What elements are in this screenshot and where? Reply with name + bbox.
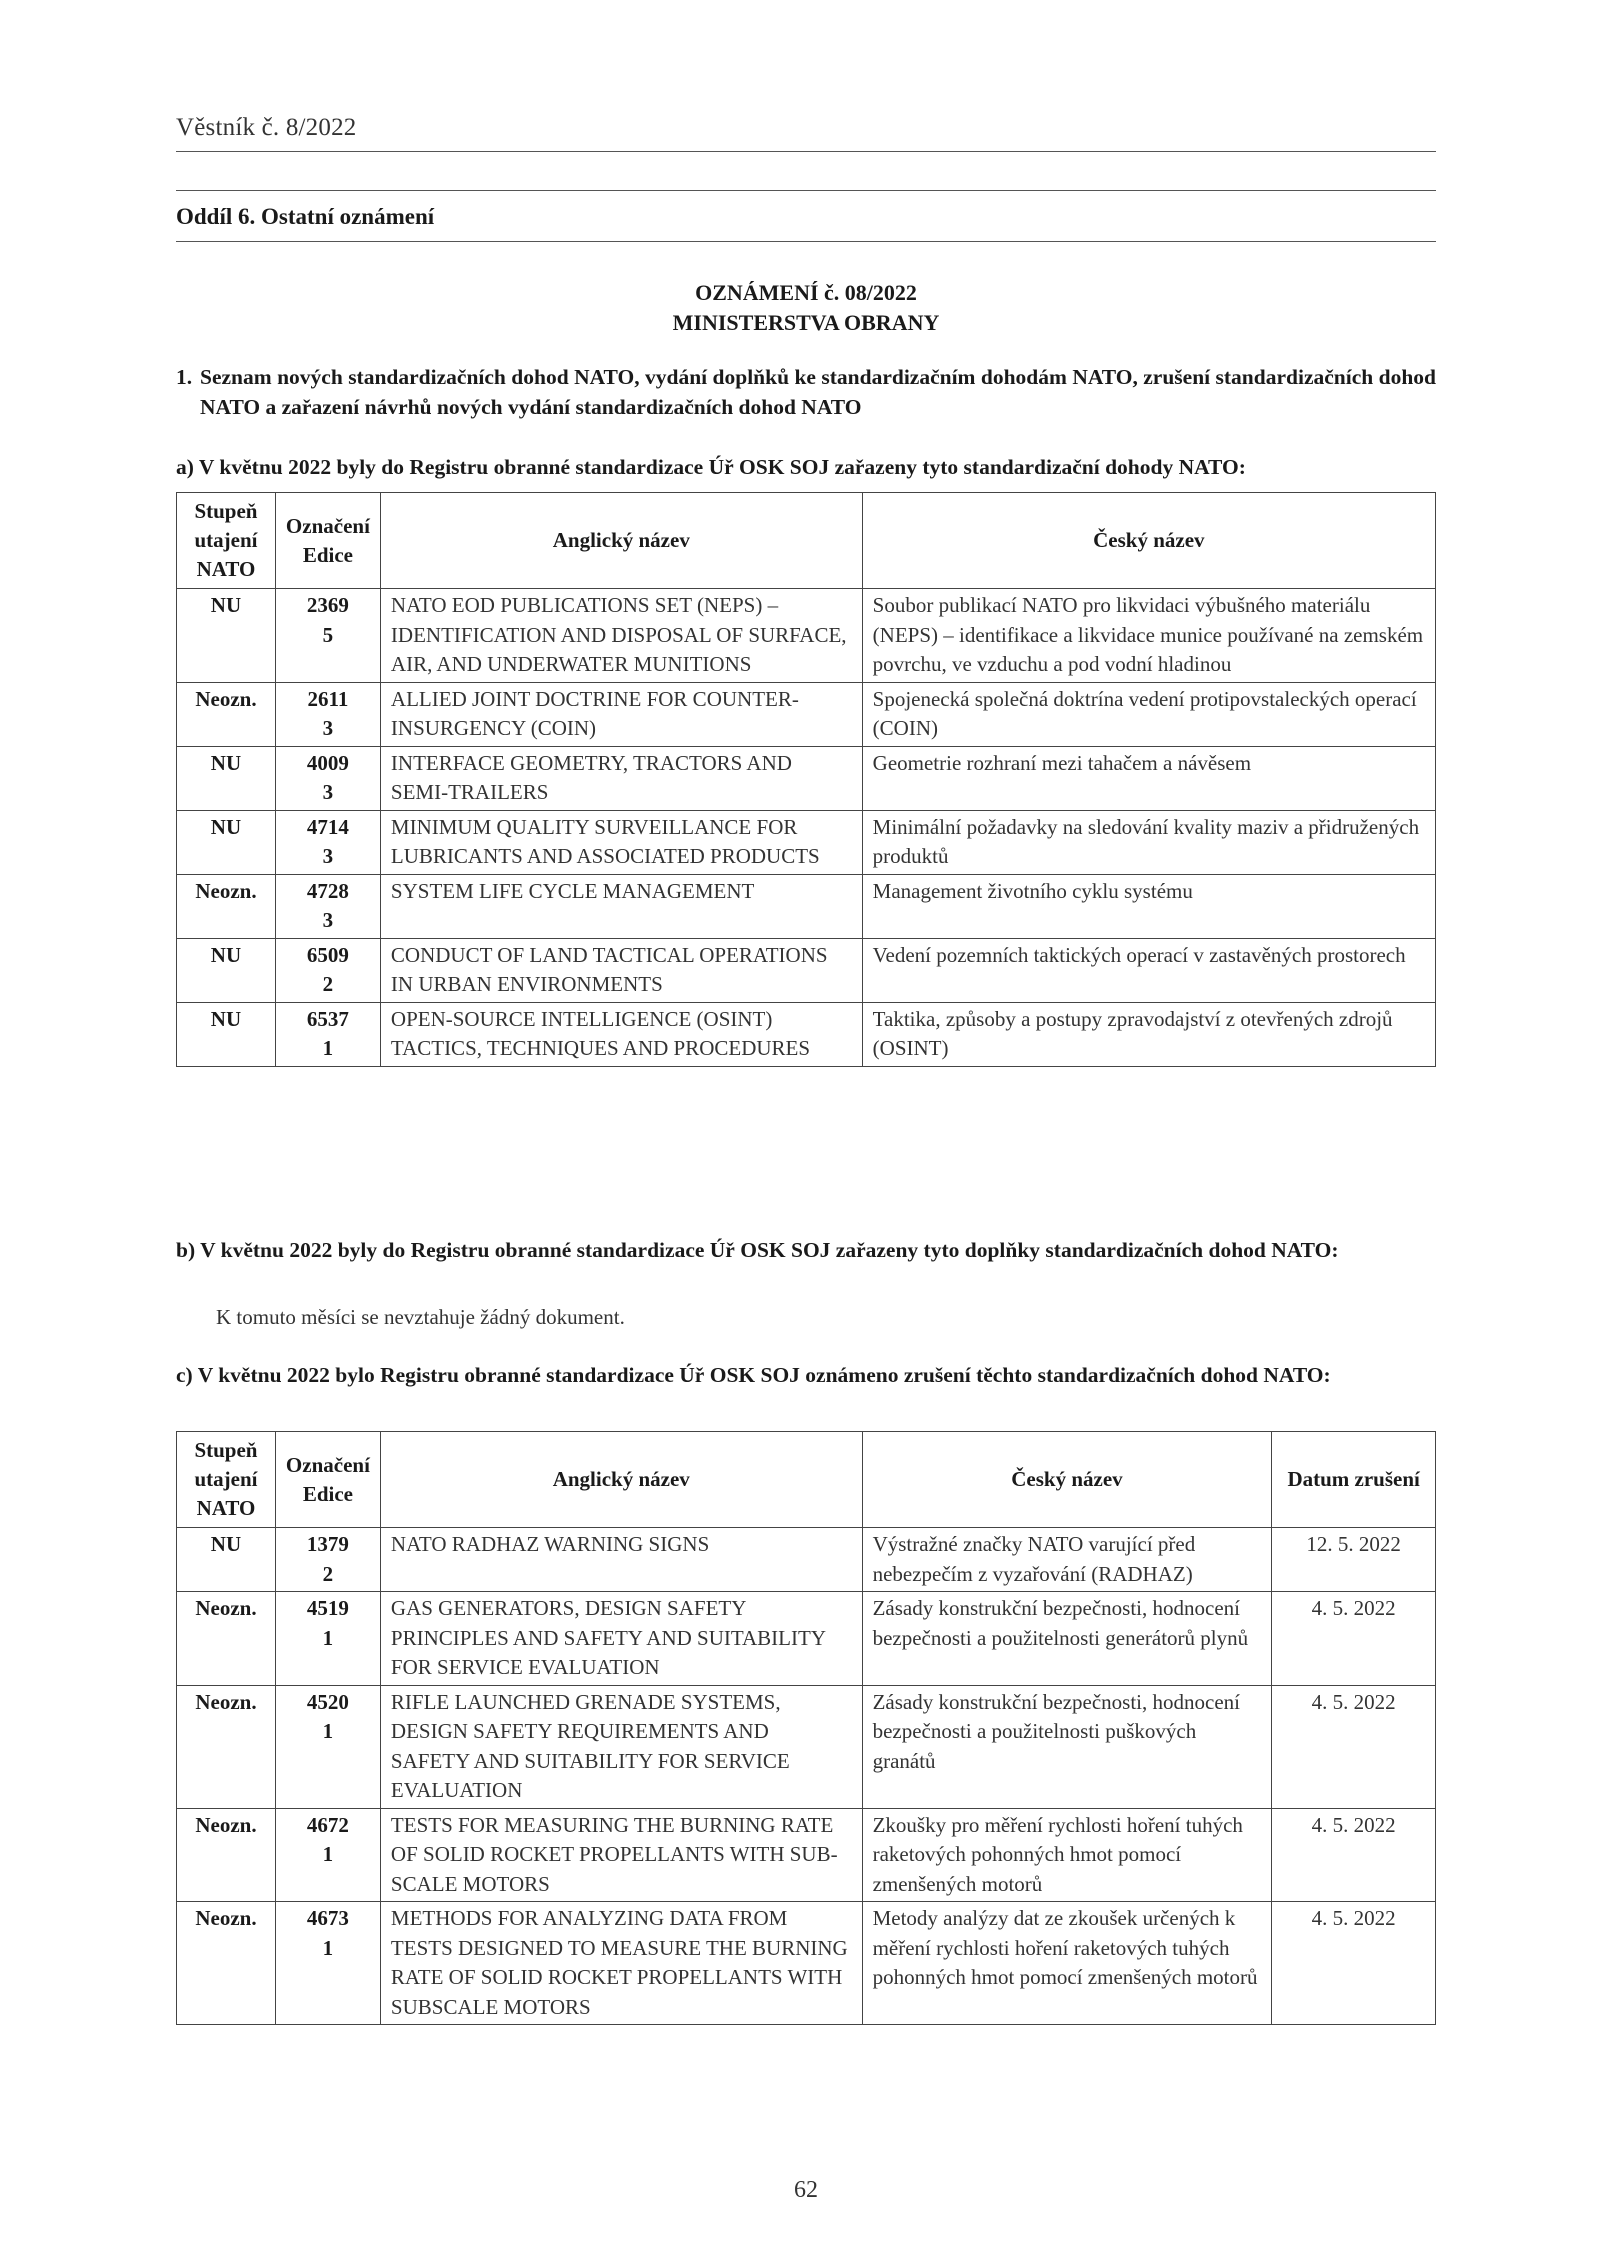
table-header-row	[177, 493, 1436, 589]
header-code: Označení Edice	[275, 1432, 380, 1528]
header-date: Datum zrušení	[1272, 1432, 1436, 1528]
running-header: Věstník č. 8/2022	[176, 114, 1436, 152]
edition-number: 2	[322, 972, 334, 996]
code-number: 4728	[306, 878, 349, 903]
edition-number: 1	[322, 1625, 334, 1650]
english-title-cell: OPEN-SOURCE INTELLIGENCE (OSINT) TACTICS, TECHNIQUES AND PROCEDURES	[380, 1002, 862, 1066]
classification-cell: Neozn.	[177, 1685, 276, 1808]
notice-title-line2: MINISTERSTVA OBRANY	[672, 310, 940, 335]
english-title-cell: ALLIED JOINT DOCTRINE FOR COUNTER-INSURGENCY (COIN)	[380, 682, 862, 746]
english-title-cell: METHODS FOR ANALYZING DATA FROM TESTS DESIGNED TO MEASURE THE BURNING RATE OF SOLID ROCKET PROPELLANTS WITH SUBSCALE MOTORS	[380, 1902, 862, 2025]
section-b-note: K tomuto měsíci se nevztahuje žádný dokument.	[216, 1305, 625, 1329]
edition-number: 1	[322, 1935, 334, 1960]
code-number: 4519	[306, 1596, 349, 1620]
table-row	[177, 746, 1436, 810]
edition-number: 3	[322, 716, 334, 740]
classification-cell: NU	[177, 810, 276, 874]
czech-title-cell: Soubor publikací NATO pro likvidaci výbušného materiálu (NEPS) – identifikace a likvidace munice používané na zemském povrchu, ve vzduchu a pod vodní hladinou	[862, 589, 1435, 683]
code-edition-cell	[275, 1685, 380, 1808]
section-title: Oddíl 6. Ostatní oznámení	[176, 190, 1436, 242]
code-number: 6537	[306, 1006, 349, 1031]
classification-cell: Neozn.	[177, 1808, 276, 1902]
cancellation-date-cell: 4. 5. 2022	[1272, 1808, 1436, 1902]
classification-cell: NU	[177, 1002, 276, 1066]
section-a-heading-text: a) V květnu 2022 byly do Registru obranné standardizace Úř OSK SOJ zařazeny tyto standardizační dohody NATO:	[176, 455, 1246, 479]
english-title-cell: INTERFACE GEOMETRY, TRACTORS AND SEMI-TRAILERS	[380, 746, 862, 810]
edition-number: 1	[322, 1719, 334, 1743]
header-english: Anglický název	[380, 1432, 862, 1528]
code-number: 4520	[306, 1689, 349, 1714]
czech-title-cell: Management životního cyklu systému	[862, 874, 1435, 938]
header-czech: Český název	[862, 1432, 1272, 1528]
english-title-cell: NATO RADHAZ WARNING SIGNS	[380, 1528, 862, 1592]
edition-number: 1	[322, 1842, 334, 1866]
code-edition-cell	[275, 589, 380, 683]
classification-cell: NU	[177, 589, 276, 683]
english-title-cell: TESTS FOR MEASURING THE BURNING RATE OF SOLID ROCKET PROPELLANTS WITH SUB-SCALE MOTORS	[380, 1808, 862, 1902]
czech-title-cell: Výstražné značky NATO varující před nebezpečím z vyzařování (RADHAZ)	[862, 1528, 1272, 1592]
classification-cell: NU	[177, 938, 276, 1002]
english-title-cell: SYSTEM LIFE CYCLE MANAGEMENT	[380, 874, 862, 938]
table-row	[177, 682, 1436, 746]
code-number: 2611	[307, 686, 349, 711]
section-b-heading-text: b) V květnu 2022 byly do Registru obranné standardizace Úř OSK SOJ zařazeny tyto doplňky standardizačních dohod NATO:	[176, 1238, 1339, 1262]
edition-number: 3	[322, 844, 334, 868]
header-level: Stupeň utajení NATO	[177, 493, 276, 589]
code-edition-cell	[275, 938, 380, 1002]
czech-title-cell: Geometrie rozhraní mezi tahačem a návěsem	[862, 746, 1435, 810]
code-number: 4672	[306, 1812, 349, 1837]
classification-cell: Neozn.	[177, 1902, 276, 2025]
page-number: 62	[794, 2177, 818, 2203]
table-row	[177, 1685, 1436, 1808]
notice-title-line1: OZNÁMENÍ č. 08/2022	[695, 280, 917, 305]
cancellation-date-cell: 12. 5. 2022	[1272, 1528, 1436, 1592]
table-row	[177, 1592, 1436, 1686]
code-edition-cell	[275, 1002, 380, 1066]
table-row	[177, 1528, 1436, 1592]
code-edition-cell	[275, 1808, 380, 1902]
code-edition-cell	[275, 1592, 380, 1686]
table-row	[177, 874, 1436, 938]
edition-number: 1	[322, 1036, 334, 1060]
czech-title-cell: Vedení pozemních taktických operací v zastavěných prostorech	[862, 938, 1435, 1002]
cancellation-date-cell: 4. 5. 2022	[1272, 1902, 1436, 2025]
table-header-row	[177, 1432, 1436, 1528]
header-english: Anglický název	[380, 493, 862, 589]
english-title-cell: RIFLE LAUNCHED GRENADE SYSTEMS, DESIGN SAFETY REQUIREMENTS AND SAFETY AND SUITABILITY FOR SERVICE EVALUATION	[380, 1685, 862, 1808]
table-row	[177, 938, 1436, 1002]
classification-cell: NU	[177, 1528, 276, 1592]
section-a-heading	[176, 452, 1436, 482]
english-title-cell: NATO EOD PUBLICATIONS SET (NEPS) – IDENTIFICATION AND DISPOSAL OF SURFACE, AIR, AND UNDERWATER MUNITIONS	[380, 589, 862, 683]
header-level: Stupeň utajení NATO	[177, 1432, 276, 1528]
intro-number: 1.	[176, 365, 193, 389]
cancellation-date-cell: 4. 5. 2022	[1272, 1592, 1436, 1686]
classification-cell: Neozn.	[177, 682, 276, 746]
code-number: 4009	[306, 750, 349, 775]
classification-cell: Neozn.	[177, 1592, 276, 1686]
table-new-agreements	[176, 492, 1436, 1067]
notice-title	[176, 278, 1436, 338]
code-number: 4673	[306, 1906, 349, 1930]
table-row	[177, 1002, 1436, 1066]
section-c-heading	[176, 1360, 1436, 1390]
czech-title-cell: Zásady konstrukční bezpečnosti, hodnocení bezpečnosti a použitelnosti puškových granátů	[862, 1685, 1272, 1808]
english-title-cell: GAS GENERATORS, DESIGN SAFETY PRINCIPLES AND SAFETY AND SUITABILITY FOR SERVICE EVALUATION	[380, 1592, 862, 1686]
classification-cell: NU	[177, 746, 276, 810]
code-edition-cell	[275, 1902, 380, 2025]
section-b-heading	[176, 1235, 1436, 1265]
czech-title-cell: Zkoušky pro měření rychlosti hoření tuhých raketových pohonných hmot pomocí zmenšených motorů	[862, 1808, 1272, 1902]
english-title-cell: MINIMUM QUALITY SURVEILLANCE FOR LUBRICANTS AND ASSOCIATED PRODUCTS	[380, 810, 862, 874]
header-czech: Český název	[862, 493, 1435, 589]
code-number: 6509	[306, 942, 349, 967]
czech-title-cell: Zásady konstrukční bezpečnosti, hodnocení bezpečnosti a použitelnosti generátorů plynů	[862, 1592, 1272, 1686]
section-c-heading-text: c) V květnu 2022 bylo Registru obranné standardizace Úř OSK SOJ oznámeno zrušení těchto standardizačních dohod NATO:	[176, 1363, 1331, 1387]
edition-number: 2	[322, 1561, 334, 1586]
code-edition-cell	[275, 746, 380, 810]
table-row	[177, 1808, 1436, 1902]
classification-cell: Neozn.	[177, 874, 276, 938]
code-edition-cell	[275, 810, 380, 874]
czech-title-cell: Spojenecká společná doktrína vedení protipovstaleckých operací (COIN)	[862, 682, 1435, 746]
intro-paragraph	[176, 362, 1436, 422]
english-title-cell: CONDUCT OF LAND TACTICAL OPERATIONS IN URBAN ENVIRONMENTS	[380, 938, 862, 1002]
cancellation-date-cell: 4. 5. 2022	[1272, 1685, 1436, 1808]
czech-title-cell: Metody analýzy dat ze zkoušek určených k měření rychlosti hoření raketových tuhých pohonných hmot pomocí zmenšených motorů	[862, 1902, 1272, 2025]
code-edition-cell	[275, 1528, 380, 1592]
table-cancelled-agreements	[176, 1431, 1436, 2025]
edition-number: 3	[322, 780, 334, 804]
code-number: 2369	[306, 593, 349, 617]
table-row	[177, 589, 1436, 683]
edition-number: 5	[322, 622, 334, 647]
code-number: 4714	[306, 814, 349, 839]
code-number: 1379	[306, 1532, 349, 1556]
header-code: Označení Edice	[275, 493, 380, 589]
code-edition-cell	[275, 874, 380, 938]
czech-title-cell: Taktika, způsoby a postupy zpravodajství z otevřených zdrojů (OSINT)	[862, 1002, 1435, 1066]
intro-text: Seznam nových standardizačních dohod NATO, vydání doplňků ke standardizačním dohodám NATO, zrušení standardizačních dohod NATO a zařazení návrhů nových vydání standardizačních dohod NATO	[200, 365, 1436, 419]
edition-number: 3	[322, 908, 334, 932]
czech-title-cell: Minimální požadavky na sledování kvality maziv a přidružených produktů	[862, 810, 1435, 874]
code-edition-cell	[275, 682, 380, 746]
table-row	[177, 810, 1436, 874]
table-row	[177, 1902, 1436, 2025]
